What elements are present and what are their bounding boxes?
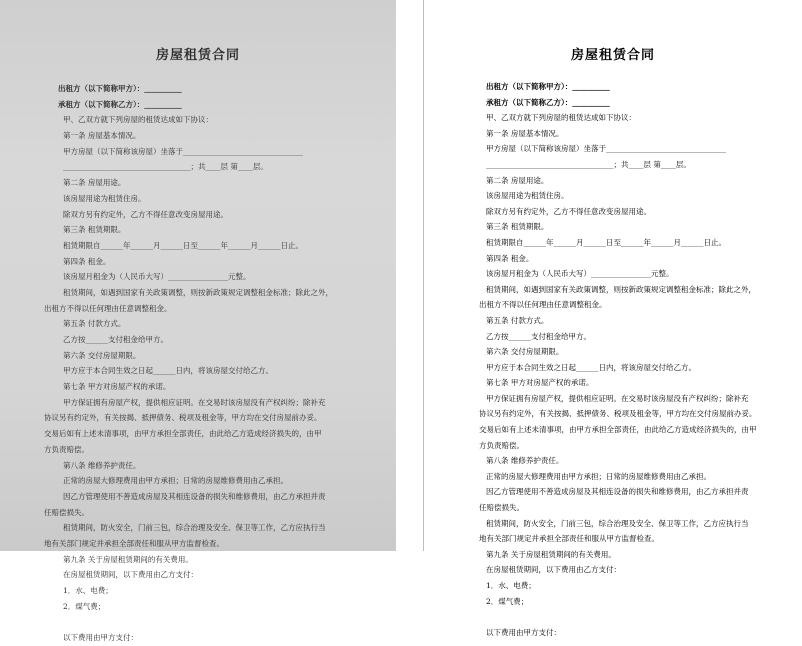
document-line: 因乙方管理使用不善造成房屋及其相连设备的损失和维修费用，由乙方承担并责 (63, 491, 326, 501)
document-line: 正常的房屋大修理费用由甲方承担；日常的房屋维修费用由乙承担。 (486, 471, 711, 481)
document-line: 乙方按______支付租金给甲方。 (486, 331, 591, 341)
document-line: 第七条 甲方对房屋产权的承诺。 (63, 382, 171, 392)
document-line: 第一条 房屋基本情况。 (486, 128, 564, 138)
document-line: 承租方（以下简称乙方）：__________ (486, 97, 610, 107)
document-line (424, 609, 802, 625)
document-line: 甲方应于本合同生效之日起______日内，将该房屋交付给乙方。 (486, 362, 696, 372)
document-line: 以下费用由甲方支付： (63, 633, 138, 643)
document-line: 甲方房屋（以下简称该房屋）坐落于________________________________ (486, 144, 726, 154)
document-line: 出租方不得以任何理由任意调整租金。 (44, 303, 172, 313)
scanned-page-content (0, 0, 396, 643)
document-line: 2．煤气费； (63, 601, 106, 611)
document-line: 第二条 房屋用途。 (63, 178, 126, 188)
document-line: 地有关部门规定并承担全部责任和服从甲方监督检查。 (44, 538, 224, 548)
document-line: 第八条 维修养护责任。 (486, 456, 564, 466)
document-line: 任赔偿损失。 (44, 507, 89, 517)
document-line: 以下费用由甲方支付： (486, 627, 561, 637)
document-line: 在房屋租赁期间，以下费用由乙方支付： (63, 570, 198, 580)
document-line: 1．水、电费； (486, 581, 536, 590)
document-line: 甲方房屋（以下简称该房屋）坐落于________________________________ (63, 146, 303, 156)
document-line: 该房屋用途为租赁住房。 (486, 191, 569, 201)
document-line: __________________________________；共____层 第____层。 (63, 162, 268, 172)
document-line: 该房屋月租金为（人民币大写）________________元整。 (486, 269, 674, 279)
document-line: 方负责赔偿。 (479, 440, 524, 450)
document-line: 第三条 租赁期限。 (63, 225, 126, 235)
document-body (424, 79, 802, 640)
document-line: 第二条 房屋用途。 (486, 175, 549, 185)
document-line: 乙方按______支付租金给甲方。 (63, 335, 168, 344)
document-title: 房屋租赁合同 (570, 48, 655, 63)
document-line: 除双方另有约定外，乙方不得任意改变房屋用途。 (486, 206, 651, 216)
document-line: 甲、乙双方就下列房屋的租赁达成如下协议： (63, 115, 213, 125)
document-line: 除双方另有约定外，乙方不得任意改变房屋用途。 (63, 209, 228, 219)
document-line: 因乙方管理使用不善造成房屋及其相连设备的损失和维修费用，由乙方承担并责 (486, 487, 749, 497)
document-line: 交易后如有上述未清事项，由甲方承担全部责任，由此给乙方造成经济损失的，由甲 (479, 425, 757, 435)
document-line: 第七条 甲方对房屋产权的承诺。 (486, 378, 594, 388)
document-line: 第四条 租金。 (486, 253, 534, 263)
document-line: 出租方不得以任何理由任意调整租金。 (479, 300, 607, 310)
document-line (0, 614, 396, 630)
document-line: 第六条 交付房屋期限。 (486, 347, 564, 357)
digital-page-content (424, 0, 802, 637)
document-line: 第六条 交付房屋期限。 (63, 350, 141, 360)
document-title: 房屋租赁合同 (155, 48, 240, 63)
document-line: 方负责赔偿。 (44, 444, 89, 454)
document-line: 第四条 租金。 (63, 256, 111, 266)
document-line: 租赁期间，如遇到国家有关政策调整，则按新政策规定调整租金标准；除此之外， (486, 284, 756, 294)
document-line: 第八条 维修养护责任。 (63, 460, 141, 470)
document-body (0, 81, 396, 646)
document-line: 协议另有约定外，有关按揭、抵押债务、税项及租金等，甲方均在交付房屋前办妥。 (479, 409, 757, 419)
document-line: 承租方（以下简称乙方）：__________ (58, 99, 182, 109)
document-line: 协议另有约定外，有关按揭、抵押债务、税项及租金等，甲方均在交付房屋前办妥。 (44, 413, 322, 423)
document-line: 第九条 关于房屋租赁期间的有关费用。 (63, 554, 193, 564)
document-line: 第五条 付款方式。 (486, 315, 549, 325)
document-line: 该房屋用途为租赁住房。 (63, 193, 146, 203)
document-line: 交易后如有上述未清事项，由甲方承担全部责任，由此给乙方造成经济损失的，由甲 (44, 429, 322, 439)
document-line: 甲方保证拥有房屋产权，提供相应证明。在交易时该房屋没有产权纠纷；除补充 (486, 393, 749, 403)
document-line: 甲方保证拥有房屋产权，提供相应证明。在交易时该房屋没有产权纠纷；除补充 (63, 397, 326, 407)
document-line: 第三条 租赁期限。 (486, 222, 549, 232)
document-line: 2．煤气费； (486, 596, 529, 606)
scanned-page-photo (0, 0, 396, 643)
document-line: 租赁期限自______年______月______日至______年______月______日止。 (486, 237, 726, 247)
document-line: 租赁期间，防火安全，门前三包，综合治理及安全、保卫等工作，乙方应执行当 (486, 518, 749, 528)
document-line: 租赁期限自______年______月______日至______年______月______日止。 (63, 240, 303, 250)
document-line: 地有关部门规定并承担全部责任和服从甲方监督检查。 (479, 534, 659, 544)
digital-page (423, 0, 802, 637)
document-line: 该房屋月租金为（人民币大写）________________元整。 (63, 272, 251, 282)
document-line: 租赁期间，防火安全，门前三包，综合治理及安全、保卫等工作，乙方应执行当 (63, 523, 326, 533)
document-line: 在房屋租赁期间，以下费用由乙方支付： (486, 565, 621, 575)
document-line: __________________________________；共____层 第____层。 (486, 159, 691, 169)
document-line: 甲、乙双方就下列房屋的租赁达成如下协议： (486, 113, 636, 123)
document-line: 正常的房屋大修理费用由甲方承担；日常的房屋维修费用由乙承担。 (63, 476, 288, 486)
document-line: 第一条 房屋基本情况。 (63, 131, 141, 141)
document-line: 出租方（以下简称甲方）：__________ (486, 82, 610, 91)
document-line: 第九条 关于房屋租赁期间的有关费用。 (486, 549, 616, 559)
document-line: 出租方（以下简称甲方）：__________ (58, 84, 182, 93)
document-line: 第五条 付款方式。 (63, 319, 126, 329)
document-line: 1．水、电费； (63, 586, 113, 595)
document-line: 租赁期间，如遇到国家有关政策调整，则按新政策规定调整租金标准；除此之外， (63, 287, 333, 297)
document-line: 任赔偿损失。 (479, 503, 524, 513)
document-line: 甲方应于本合同生效之日起______日内，将该房屋交付给乙方。 (63, 366, 273, 376)
